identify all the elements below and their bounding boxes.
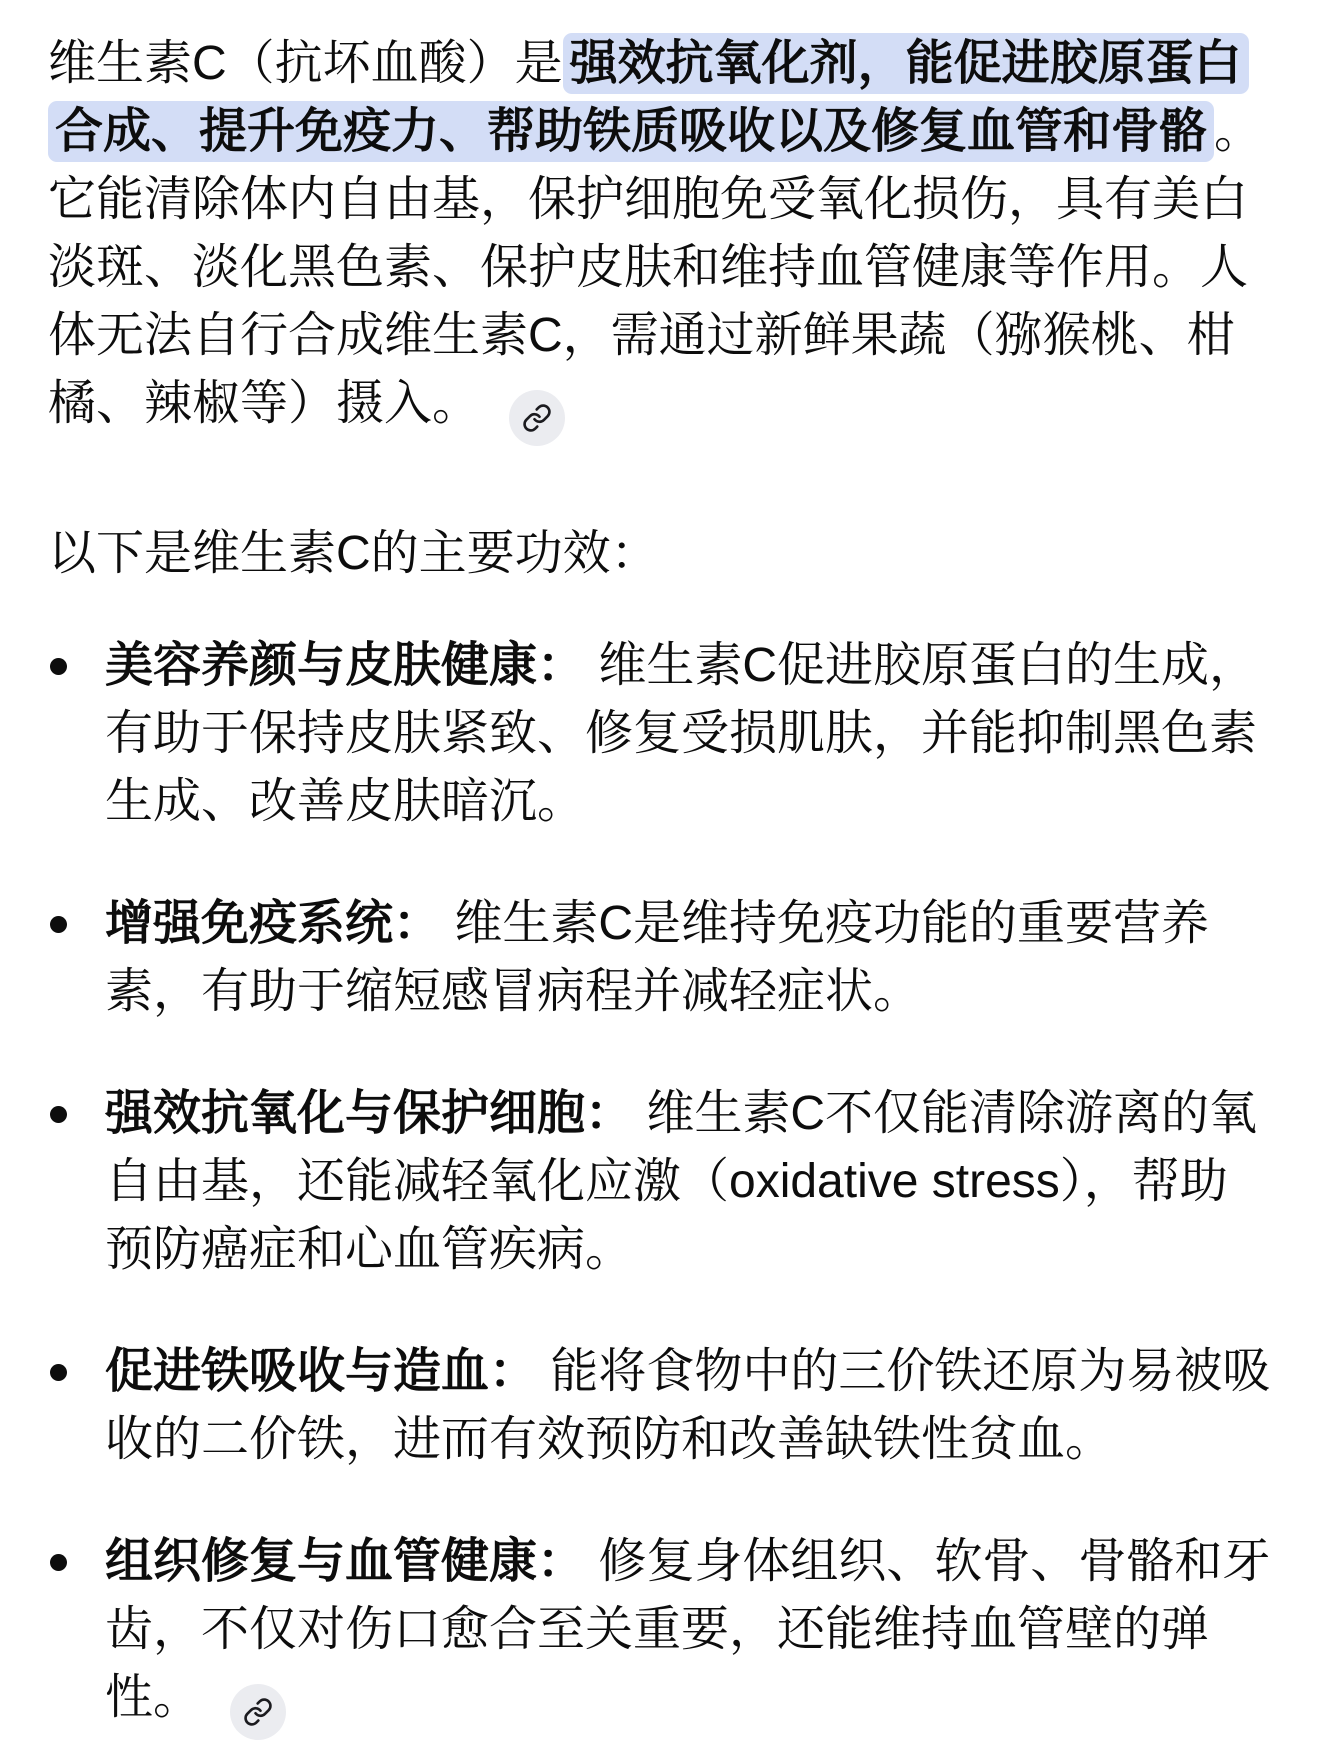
list-item-label: 促进铁吸收与造血： (105, 1345, 538, 1398)
list-item (48, 1528, 1272, 1740)
list-item (48, 890, 1272, 1026)
list-intro: 以下是维生素C的主要功效： (48, 527, 659, 580)
list-item-label: 组织修复与血管健康： (105, 1535, 586, 1588)
list-item (48, 1338, 1272, 1474)
link-icon (522, 403, 552, 433)
list-item (48, 632, 1272, 836)
link-icon (243, 1697, 273, 1727)
list-item-text: 维生素C是维持免疫功能的重要营养素，有助于缩短感冒病程并减轻症状。 (105, 897, 1210, 1018)
list-item-text: 修复身体组织、软骨、骨骼和牙齿，不仅对伤口愈合至关重要，还能维持血管壁的弹性。 (105, 1535, 1271, 1724)
list-item-text: 维生素C促进胶原蛋白的生成，有助于保持皮肤紧致、修复受损肌肤，并能抑制黑色素生成、改善皮肤暗沉。 (105, 639, 1258, 828)
intro-text-post: 。它能清除体内自由基，保护细胞免受氧化损伤，具有美白淡斑、淡化黑色素、保护皮肤和维持血管健康等作用。人体无法自行合成维生素C，需通过新鲜果蔬（猕猴桃、柑橘、辣椒等）摄入。 (48, 105, 1263, 430)
intro-text-pre: 维生素C（抗坏血酸）是 (48, 37, 563, 90)
list-item-label: 美容养颜与皮肤健康： (105, 639, 586, 692)
list-item-label: 强效抗氧化与保护细胞： (105, 1087, 634, 1140)
list-item-text: 维生素C不仅能清除游离的氧自由基，还能减轻氧化应激（oxidative stress），帮助预防癌症和心血管疾病。 (105, 1087, 1258, 1276)
list-item-text: 能将食物中的三价铁还原为易被吸收的二价铁，进而有效预防和改善缺铁性贫血。 (105, 1345, 1271, 1466)
benefits-list (48, 632, 1272, 1740)
citation-link-button[interactable] (230, 1684, 286, 1740)
citation-link-button[interactable] (509, 390, 565, 446)
list-item-label: 增强免疫系统： (105, 897, 442, 950)
intro-paragraph (48, 30, 1272, 446)
highlighted-text: 强效抗氧化剂，能促进胶原蛋白合成、提升免疫力、帮助铁质吸收以及修复血管和骨骼 (48, 33, 1249, 162)
list-item (48, 1080, 1272, 1284)
